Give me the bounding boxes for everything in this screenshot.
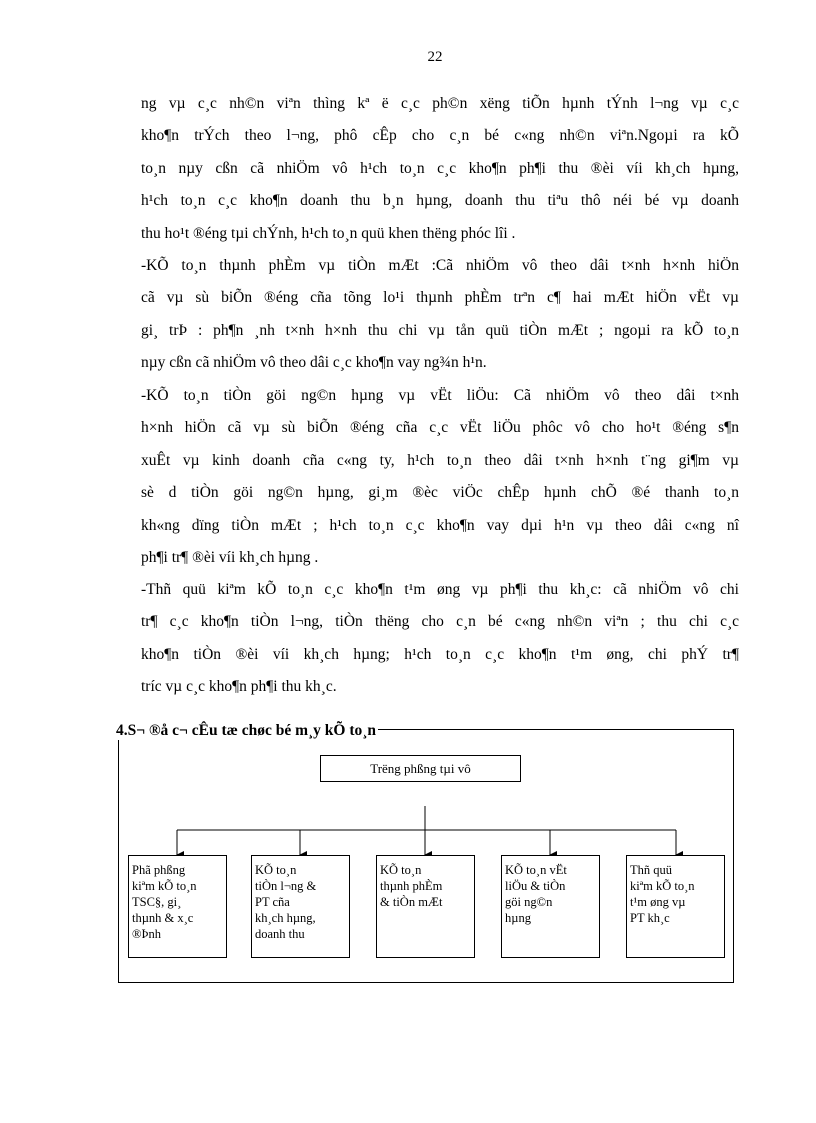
unit-text-line: KÕ to¸n vËt	[505, 863, 567, 877]
text-line: nµy cßn cã nhiÖm vô theo dâi c¸c kho¶n vay ng¾n h¹n.	[141, 354, 487, 372]
org-unit-treasurer	[626, 855, 725, 958]
org-chart-head-label: Trëng phßng tµi vô	[370, 760, 471, 776]
text-line: kh«ng dïng tiÒn mÆt ; h¹ch to¸n c¸c kho¶n vay dµi h¹n vµ theo dâi c«ng nî	[141, 516, 739, 534]
unit-text-line: göi ng©n	[505, 895, 553, 909]
text-line: kho¶n tiÒn ®èi víi kh¸ch hµng; h¹ch to¸n c¸c kho¶n t¹m øng, chi phÝ tr¶	[141, 645, 739, 663]
unit-text-line: thµnh phÈm	[380, 879, 443, 893]
page-number: 22	[427, 49, 443, 65]
text-line: h×nh hiÖn cã vµ sù biÕn ®éng cña c¸c vËt liÖu phôc vô cho ho¹t ®éng s¶n	[141, 419, 739, 437]
text-line: gi¸ trÞ : ph¶n ¸nh t×nh h×nh thu chi vµ tån quü tiÒn mÆt ; ngoµi ra kÕ to¸n	[141, 321, 739, 339]
unit-text-line: & tiÒn mÆt	[380, 895, 443, 909]
text-line: tríc vµ c¸c kho¶n ph¶i thu kh¸c.	[141, 678, 337, 696]
text-line: cã vµ sù biÕn ®éng cña tõng lo¹i thµnh phÈm trªn c¶ hai mÆt hiÖn vËt vµ	[141, 289, 739, 307]
text-line: sè d tiÒn göi ng©n hµng, gi¸m ®èc viÖc chÊp hµnh chÕ ®é thanh to¸n	[141, 484, 739, 502]
text-line: to¸n nµy cßn cã nhiÖm vô h¹ch to¸n c¸c kho¶n ph¶i thu ®èi víi kh¸ch hµng,	[141, 159, 739, 177]
text-line: -KÕ to¸n thµnh phÈm vµ tiÒn mÆt :Cã nhiÖm vô theo dâi t×nh h×nh hiÖn	[141, 257, 739, 274]
unit-text-line: PT cña	[255, 895, 290, 909]
unit-text-line: liÖu & tiÒn	[505, 879, 566, 893]
org-unit-payroll-accountant	[251, 855, 350, 958]
unit-text-line: KÕ to¸n	[380, 863, 422, 877]
unit-text-line: thµnh & x¸c	[132, 911, 194, 925]
text-line: tr¶ c¸c kho¶n tiÒn l¬ng, tiÒn thëng cho c¸n bé c«ng nh©n viªn ; thu chi c¸c	[141, 613, 739, 631]
unit-text-line: KÕ to¸n	[255, 863, 297, 877]
text-line: -Thñ quü kiªm kÕ to¸n c¸c kho¶n t¹m øng vµ ph¶i thu kh¸c: cã nhiÖm vô chi	[141, 581, 739, 598]
text-line: ng vµ c¸c nh©n viªn thìng kª ë c¸c ph©n xëng tiÕn hµnh tÝnh l¬ng vµ c¸c	[141, 95, 739, 112]
text-line: -KÕ to¸n tiÒn göi ng©n hµng vµ vËt liÖu: Cã nhiÖm vô theo dâi t×nh	[141, 387, 739, 404]
unit-text-line: TSC§, gi¸	[132, 895, 182, 909]
text-line: kho¶n trÝch theo l¬ng, phô cÊp cho c¸n bé c«ng nh©n viªn.Ngoµi ra kÕ	[141, 127, 739, 145]
unit-text-line: PT kh¸c	[630, 911, 670, 925]
unit-text-line: tiÒn l¬ng &	[255, 879, 317, 893]
org-unit-materials-bank-accountant	[501, 855, 600, 958]
unit-text-line: hµng	[505, 911, 531, 925]
unit-text-line: kh¸ch hµng,	[255, 911, 316, 925]
unit-text-line: Thñ quü	[630, 863, 673, 877]
unit-text-line: kiªm kÕ to¸n	[132, 879, 197, 893]
text-line: ph¶i tr¶ ®èi víi kh¸ch hµng .	[141, 548, 319, 566]
text-line: h¹ch to¸n c¸c kho¶n doanh thu b¸n hµng, doanh thu tiªu thô néi bé vµ doanh	[141, 192, 739, 210]
section-heading: 4.S¬ ®å c¬ cÊu tæ chøc bé m¸y kÕ to¸n	[116, 722, 377, 739]
unit-text-line: doanh thu	[255, 927, 305, 941]
unit-text-line: t¹m øng vµ	[630, 895, 686, 909]
org-unit-deputy-head	[128, 855, 227, 958]
unit-text-line: kiªm kÕ to¸n	[630, 879, 695, 893]
org-unit-finished-goods-accountant	[376, 855, 475, 958]
unit-text-line: ®Þnh	[132, 927, 161, 941]
text-line: xuÊt vµ kinh doanh cña c«ng ty, h¹ch to¸n theo dâi t×nh h×nh t¨ng gi¶m vµ	[141, 451, 739, 469]
text-line: thu ho¹t ®éng tµi chÝnh, h¹ch to¸n quü khen thëng phóc lîi .	[141, 224, 516, 242]
unit-text-line: Phã phßng	[132, 863, 186, 877]
